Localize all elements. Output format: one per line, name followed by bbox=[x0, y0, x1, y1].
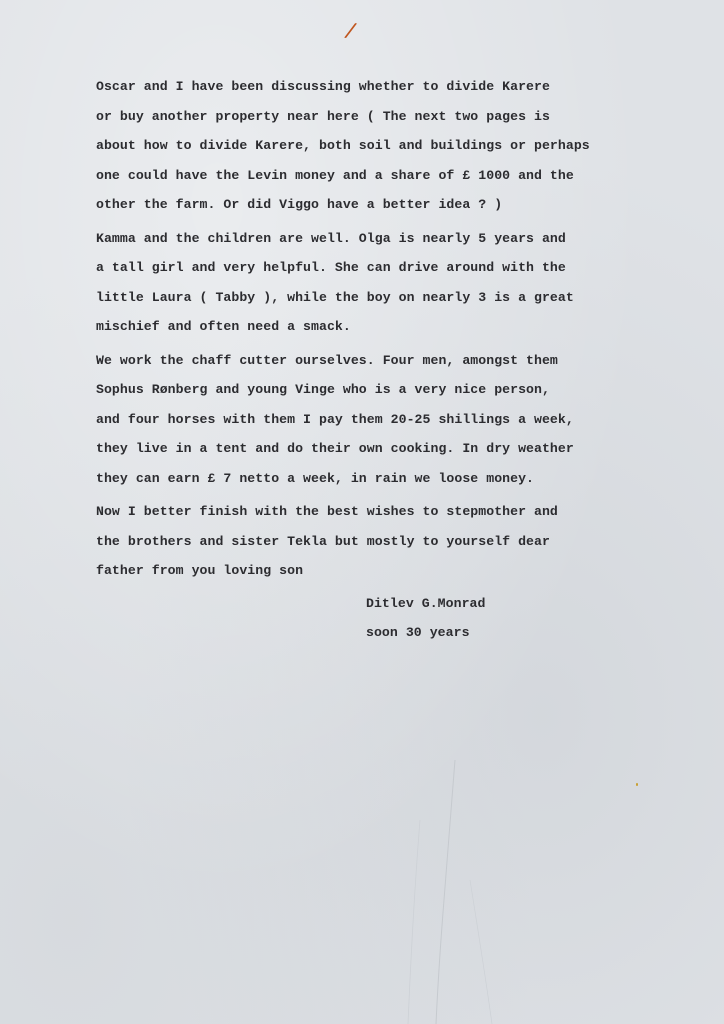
text-line: little Laura ( Tabby ), while the boy on nearly 3 is a great bbox=[96, 289, 574, 305]
text-line: or buy another property near here ( The next two pages is bbox=[96, 108, 550, 124]
text-line: Now I better finish with the best wishes to stepmother and bbox=[96, 504, 558, 519]
text-line: and four horses with them I pay them 20-25 shillings a week, bbox=[96, 411, 574, 427]
text-line: the brothers and sister Tekla but mostly to yourself dear bbox=[96, 533, 550, 549]
signature-note: soon 30 years bbox=[366, 625, 470, 640]
text-line: Oscar and I have been discussing whether to divide Karere bbox=[96, 79, 550, 94]
text-line: Kamma and the children are well. Olga is nearly 5 years and bbox=[96, 230, 566, 246]
text-line: other the farm. Or did Viggo have a better idea ? ) bbox=[96, 197, 503, 212]
text-line: about how to divide Karere, both soil and buildings or perhaps bbox=[96, 138, 590, 153]
paragraph-4 bbox=[96, 497, 676, 586]
paragraph-2 bbox=[96, 224, 676, 342]
text-line: mischief and often need a smack. bbox=[96, 319, 351, 334]
text-line: one could have the Levin money and a share of £ 1000 and the bbox=[96, 167, 574, 183]
signature-name: Ditlev G.Monrad bbox=[366, 595, 486, 611]
page-number: / bbox=[342, 17, 360, 43]
paragraph-3 bbox=[96, 346, 676, 494]
text-line: a tall girl and very helpful. She can drive around with the bbox=[96, 260, 566, 275]
text-line: they live in a tent and do their own cooking. In dry weather bbox=[96, 441, 574, 456]
text-line: they can earn £ 7 netto a week, in rain we loose money. bbox=[96, 470, 535, 486]
letter-body bbox=[96, 72, 676, 648]
signature-block bbox=[366, 589, 676, 648]
paper-speck bbox=[636, 783, 638, 786]
text-line: Sophus Rønberg and young Vinge who is a very nice person, bbox=[96, 382, 550, 397]
paragraph-1 bbox=[96, 72, 676, 220]
text-line: father from you loving son bbox=[96, 563, 304, 578]
text-line: We work the chaff cutter ourselves. Four men, amongst them bbox=[96, 352, 558, 368]
